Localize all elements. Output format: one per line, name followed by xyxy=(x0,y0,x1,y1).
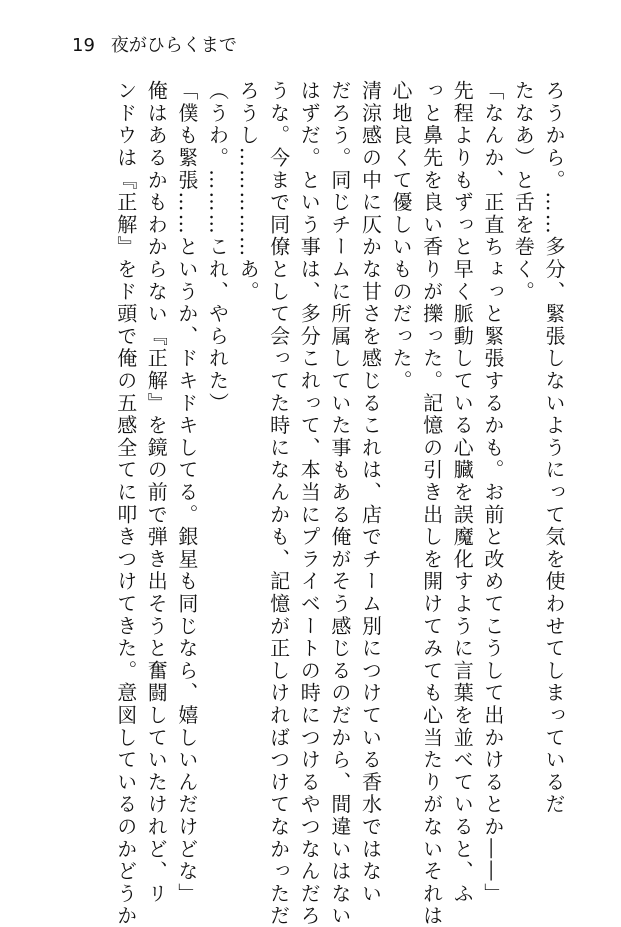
text-line: ろうし……………あ。 xyxy=(236,80,261,303)
text-line: 先程よりもずっと早く脈動している心臓を誤魔化すように言葉を並べていると、ふ xyxy=(450,80,475,906)
page-number: 19 xyxy=(72,35,95,56)
text-line: 俺はあるかもわからない『正解』を鏡の前で弾き出そうと奮闘していたけれど、リ xyxy=(144,80,169,906)
page-header xyxy=(72,35,237,57)
text-line: 心地良くて優しいものだった。 xyxy=(389,80,414,393)
text-line: ンドウは『正解』をド頭で俺の五感全てに叩きつけてきた。意図しているのかどうか xyxy=(113,80,138,927)
text-line: 「僕も緊張……というか、ドキドキしてる。銀星も同じなら、嬉しいんだけどな」 xyxy=(174,80,199,906)
text-line: っと鼻先を良い香りが擽った。記憶の引き出しを開けてみても心当たりがないそれは xyxy=(419,80,444,927)
text-line: たなあ）と舌を巻く。 xyxy=(511,80,536,303)
running-title: 夜がひらくまで xyxy=(110,35,237,56)
text-line: はずだ。という事は、多分これって、本当にプライベートの時につけるやつなんだろ xyxy=(297,80,322,927)
text-line: 「なんか、正直ちょっと緊張するかも。お前と改めてこうして出かけるとか――」 xyxy=(480,80,505,906)
body-text xyxy=(110,80,569,927)
text-line: （うわ。………これ、やられた） xyxy=(205,80,230,415)
text-line: 清涼感の中に仄かな甘さを感じるこれは、店でチーム別につけている香水ではない xyxy=(358,80,383,906)
text-line: ろうから。……多分、緊張しないようにって気を使わせてしまっているだ xyxy=(542,80,566,816)
text-line: うな。今まで同僚として会ってた時になんかも、記憶が正しければつけてなかっただ xyxy=(266,80,291,927)
text-line: だろう。同じチームに所属していた事もある俺がそう感じるのだから、間違いはない xyxy=(327,80,352,927)
